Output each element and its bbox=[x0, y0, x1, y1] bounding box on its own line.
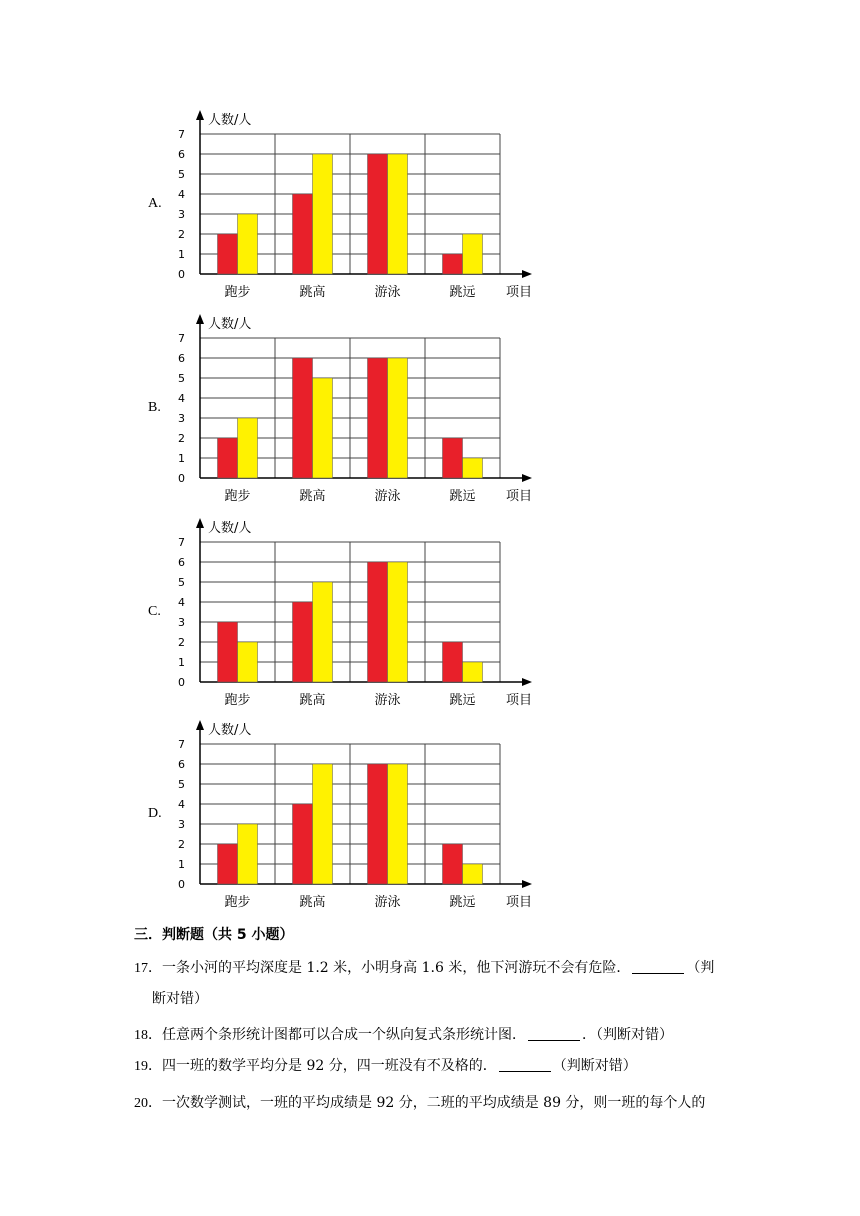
y-tick-label: 2 bbox=[178, 838, 185, 851]
bar-游泳-series-1 bbox=[368, 154, 388, 274]
question-number: 20． bbox=[134, 1096, 162, 1111]
y-tick-label: 6 bbox=[178, 556, 185, 569]
bar-游泳-series-1 bbox=[368, 358, 388, 478]
question-20 bbox=[134, 1093, 734, 1114]
option-letter: C. bbox=[148, 604, 161, 619]
y-axis-arrow bbox=[196, 720, 204, 730]
x-tick-label: 跳高 bbox=[299, 693, 326, 708]
bar-跳高-series-2 bbox=[313, 378, 333, 478]
bar-跑步-series-1 bbox=[218, 438, 238, 478]
x-tick-label: 跑步 bbox=[224, 285, 251, 300]
y-tick-label: 6 bbox=[178, 148, 185, 161]
bar-游泳-series-1 bbox=[368, 562, 388, 682]
y-tick-label: 1 bbox=[178, 656, 185, 669]
option-letter: D. bbox=[148, 806, 162, 821]
x-tick-label: 跳远 bbox=[449, 285, 476, 300]
y-tick-label: 3 bbox=[178, 616, 185, 629]
bar-跳远-series-2 bbox=[463, 234, 483, 274]
x-axis-arrow bbox=[522, 270, 532, 278]
y-tick-label: 7 bbox=[178, 738, 185, 751]
y-tick-label: 1 bbox=[178, 858, 185, 871]
y-tick-label: 7 bbox=[178, 332, 185, 345]
bar-跳高-series-1 bbox=[293, 602, 313, 682]
bar-游泳-series-2 bbox=[388, 154, 408, 274]
bar-跳远-series-1 bbox=[443, 438, 463, 478]
y-tick-label: 4 bbox=[178, 188, 185, 201]
y-tick-label: 2 bbox=[178, 636, 185, 649]
answer-blank[interactable] bbox=[499, 1057, 551, 1072]
y-tick-label: 1 bbox=[178, 248, 185, 261]
y-tick-label: 0 bbox=[178, 878, 185, 891]
x-axis-label: 项目 bbox=[506, 489, 533, 504]
question-text: 四一班的数学平均分是 92 分，四一班没有不及格的． bbox=[162, 1058, 497, 1074]
bar-跳高-series-2 bbox=[313, 764, 333, 884]
x-tick-label: 跑步 bbox=[224, 693, 251, 708]
y-axis-label: 人数/人 bbox=[208, 723, 252, 738]
question-text: 一次数学测试，一班的平均成绩是 92 分，二班的平均成绩是 89 分，则一班的每个人的 bbox=[162, 1095, 706, 1111]
bar-游泳-series-2 bbox=[388, 358, 408, 478]
bar-跳高-series-2 bbox=[313, 582, 333, 682]
bar-chart bbox=[170, 516, 540, 716]
y-tick-label: 4 bbox=[178, 798, 185, 811]
y-tick-label: 2 bbox=[178, 432, 185, 445]
y-tick-label: 6 bbox=[178, 758, 185, 771]
y-tick-label: 3 bbox=[178, 208, 185, 221]
bar-跳远-series-1 bbox=[443, 844, 463, 884]
bar-跳高-series-1 bbox=[293, 804, 313, 884]
option-d[interactable] bbox=[134, 718, 533, 918]
bar-chart bbox=[170, 312, 540, 512]
bar-游泳-series-2 bbox=[388, 562, 408, 682]
bar-跑步-series-1 bbox=[218, 844, 238, 884]
question-suffix: （判断对错） bbox=[552, 1058, 637, 1074]
question-17 bbox=[134, 958, 734, 979]
x-axis-label: 项目 bbox=[506, 693, 533, 708]
question-number: 18． bbox=[134, 1028, 162, 1043]
bar-跑步-series-2 bbox=[238, 824, 258, 884]
x-tick-label: 跳远 bbox=[449, 693, 476, 708]
y-axis-label: 人数/人 bbox=[208, 317, 252, 332]
bar-跳高-series-2 bbox=[313, 154, 333, 274]
bar-跑步-series-2 bbox=[238, 642, 258, 682]
x-axis-arrow bbox=[522, 474, 532, 482]
y-tick-label: 5 bbox=[178, 372, 185, 385]
question-text: 一条小河的平均深度是 1.2 米，小明身高 1.6 米，他下河游玩不会有危险． bbox=[162, 960, 631, 976]
bar-跳远-series-1 bbox=[443, 642, 463, 682]
x-tick-label: 游泳 bbox=[374, 285, 401, 300]
option-b[interactable] bbox=[134, 312, 533, 512]
x-axis-arrow bbox=[522, 678, 532, 686]
x-tick-label: 游泳 bbox=[374, 895, 401, 910]
x-tick-label: 游泳 bbox=[374, 693, 401, 708]
y-tick-label: 2 bbox=[178, 228, 185, 241]
y-tick-label: 4 bbox=[178, 392, 185, 405]
y-tick-label: 0 bbox=[178, 676, 185, 689]
y-tick-label: 7 bbox=[178, 536, 185, 549]
question-number: 19． bbox=[134, 1059, 162, 1074]
bar-跳远-series-2 bbox=[463, 662, 483, 682]
y-tick-label: 1 bbox=[178, 452, 185, 465]
bar-游泳-series-1 bbox=[368, 764, 388, 884]
question-text-line2: 断对错） bbox=[152, 991, 208, 1007]
bar-游泳-series-2 bbox=[388, 764, 408, 884]
y-tick-label: 6 bbox=[178, 352, 185, 365]
x-tick-label: 跑步 bbox=[224, 895, 251, 910]
y-tick-label: 5 bbox=[178, 168, 185, 181]
question-18 bbox=[134, 1025, 734, 1046]
option-a[interactable] bbox=[134, 108, 533, 308]
y-tick-label: 7 bbox=[178, 128, 185, 141]
option-letter: B. bbox=[148, 400, 161, 415]
y-axis-arrow bbox=[196, 314, 204, 324]
bar-跑步-series-2 bbox=[238, 214, 258, 274]
x-tick-label: 跑步 bbox=[224, 489, 251, 504]
bar-跳高-series-1 bbox=[293, 194, 313, 274]
question-19 bbox=[134, 1056, 734, 1077]
answer-blank[interactable] bbox=[528, 1026, 580, 1041]
bar-跳远-series-1 bbox=[443, 254, 463, 274]
bar-跑步-series-1 bbox=[218, 234, 238, 274]
bar-跑步-series-2 bbox=[238, 418, 258, 478]
x-tick-label: 跳远 bbox=[449, 489, 476, 504]
bar-跳高-series-1 bbox=[293, 358, 313, 478]
y-axis-label: 人数/人 bbox=[208, 113, 252, 128]
y-axis-label: 人数/人 bbox=[208, 521, 252, 536]
x-tick-label: 游泳 bbox=[374, 489, 401, 504]
question-text: 任意两个条形统计图都可以合成一个纵向复式条形统计图． bbox=[162, 1027, 526, 1043]
y-tick-label: 5 bbox=[178, 576, 185, 589]
x-axis-label: 项目 bbox=[506, 895, 533, 910]
x-axis-label: 项目 bbox=[506, 285, 533, 300]
option-c[interactable] bbox=[134, 516, 533, 716]
x-tick-label: 跳高 bbox=[299, 895, 326, 910]
bar-chart bbox=[170, 108, 540, 308]
y-axis-arrow bbox=[196, 110, 204, 120]
y-axis-arrow bbox=[196, 518, 204, 528]
y-tick-label: 3 bbox=[178, 818, 185, 831]
question-suffix: （判 bbox=[686, 960, 715, 976]
bar-跳远-series-2 bbox=[463, 864, 483, 884]
x-axis-arrow bbox=[522, 880, 532, 888]
bar-跳远-series-2 bbox=[463, 458, 483, 478]
y-tick-label: 5 bbox=[178, 778, 185, 791]
x-tick-label: 跳远 bbox=[449, 895, 476, 910]
question-suffix: ．（判断对错） bbox=[582, 1027, 673, 1043]
y-tick-label: 4 bbox=[178, 596, 185, 609]
bar-跑步-series-1 bbox=[218, 622, 238, 682]
y-tick-label: 0 bbox=[178, 268, 185, 281]
section-title: 三．判断题（共 5 小题） bbox=[134, 927, 294, 943]
x-tick-label: 跳高 bbox=[299, 285, 326, 300]
y-tick-label: 3 bbox=[178, 412, 185, 425]
answer-blank[interactable] bbox=[632, 959, 684, 974]
x-tick-label: 跳高 bbox=[299, 489, 326, 504]
question-number: 17． bbox=[134, 961, 162, 976]
option-letter: A. bbox=[148, 196, 162, 211]
question-17-continued bbox=[152, 989, 752, 1009]
bar-chart bbox=[170, 718, 540, 918]
y-tick-label: 0 bbox=[178, 472, 185, 485]
